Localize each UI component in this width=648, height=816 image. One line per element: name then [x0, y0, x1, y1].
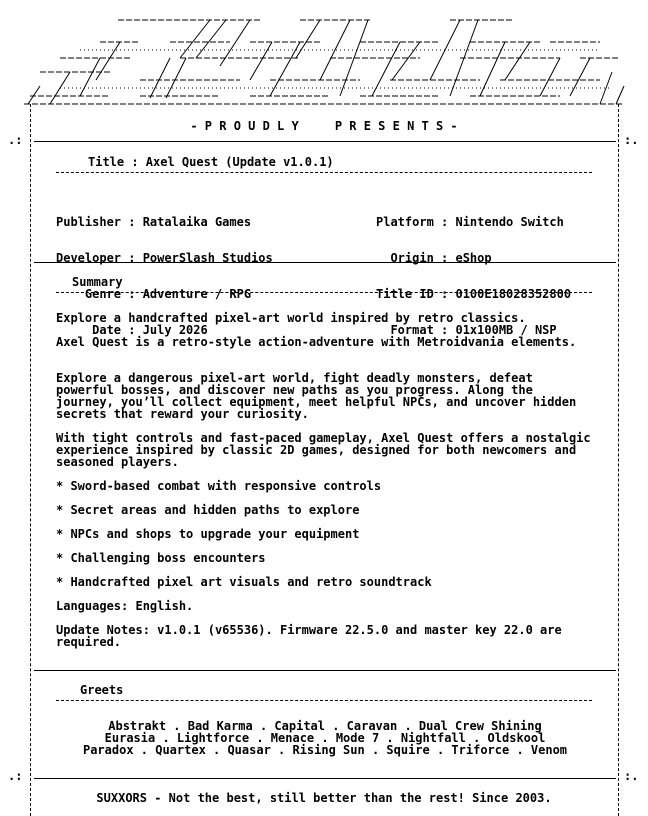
divider: [34, 262, 616, 263]
divider: [56, 700, 592, 701]
info-developer: Developer : PowerSlash Studios: [56, 251, 273, 265]
greets-heading: Greets: [80, 683, 124, 697]
presents-banner: - P R O U D L Y P R E S E N T S -: [190, 119, 458, 133]
release-title: Title : Axel Quest (Update v1.0.1): [88, 155, 334, 169]
info-genre: Genre : Adventure / RPG: [56, 287, 252, 301]
frame-right-dots: :.: [624, 133, 639, 147]
info-title-id: Title ID : 0100E18028352800: [376, 287, 572, 301]
frame-left-border: [30, 104, 31, 816]
divider: [34, 670, 616, 671]
ascii-logo: [0, 6, 648, 110]
feature-item: * Sword-based combat with responsive controls: [56, 479, 382, 493]
info-origin: Origin : eShop: [376, 251, 492, 265]
greets-line: Paradox . Quartex . Quasar . Rising Sun . Squire . Triforce . Venom: [82, 743, 568, 757]
summary-paragraph: Explore a dangerous pixel-art world, fight deadly monsters, defeat powerful bosses, and discover new paths as you progress. Along the journey, you’ll collect equipment, meet helpful NPCs, and uncover hidden secrets that reward your curiosity.: [56, 371, 577, 421]
summary-paragraph: With tight controls and fast-paced gameplay, Axel Quest offers a nostalgic experience inspired by classic 2D games, designed for both newcomers and seasoned players.: [56, 431, 591, 469]
frame-right-border: [618, 104, 619, 816]
divider: [56, 172, 592, 173]
info-platform: Platform : Nintendo Switch: [376, 215, 564, 229]
frame-left-dots: .:: [8, 133, 23, 147]
frame-left-dots-bottom: .:: [8, 769, 23, 783]
feature-item: * NPCs and shops to upgrade your equipment: [56, 527, 360, 541]
footer-tagline: SUXXORS - Not the best, still better than the rest! Since 2003.: [96, 791, 552, 805]
greets-line: Abstrakt . Bad Karma . Capital . Caravan . Dual Crew Shining: [108, 719, 542, 733]
summary-heading: Summary: [72, 275, 123, 289]
info-date: Date : July 2026: [56, 323, 208, 337]
feature-item: * Challenging boss encounters: [56, 551, 266, 565]
frame-right-dots-bottom: :.: [624, 769, 639, 783]
greets-line: Eurasia . Lightforce . Menace . Mode 7 . Nightfall . Oldskool: [104, 731, 546, 745]
update-notes: Update Notes: v1.0.1 (v65536). Firmware 22.5.0 and master key 22.0 are required.: [56, 623, 562, 649]
feature-item: * Handcrafted pixel art visuals and retro soundtrack: [56, 575, 432, 589]
divider: [34, 141, 616, 142]
languages-line: Languages: English.: [56, 599, 194, 613]
divider: [56, 292, 592, 293]
divider: [34, 778, 616, 779]
summary-intro: Explore a handcrafted pixel-art world inspired by retro classics.: [56, 311, 526, 325]
feature-item: * Secret areas and hidden paths to explore: [56, 503, 360, 517]
info-publisher: Publisher : Ratalaika Games: [56, 215, 252, 229]
info-format: Format : 01x100MB / NSP: [376, 323, 557, 337]
summary-paragraph: Axel Quest is a retro-style action-adventure with Metroidvania elements.: [56, 335, 577, 349]
